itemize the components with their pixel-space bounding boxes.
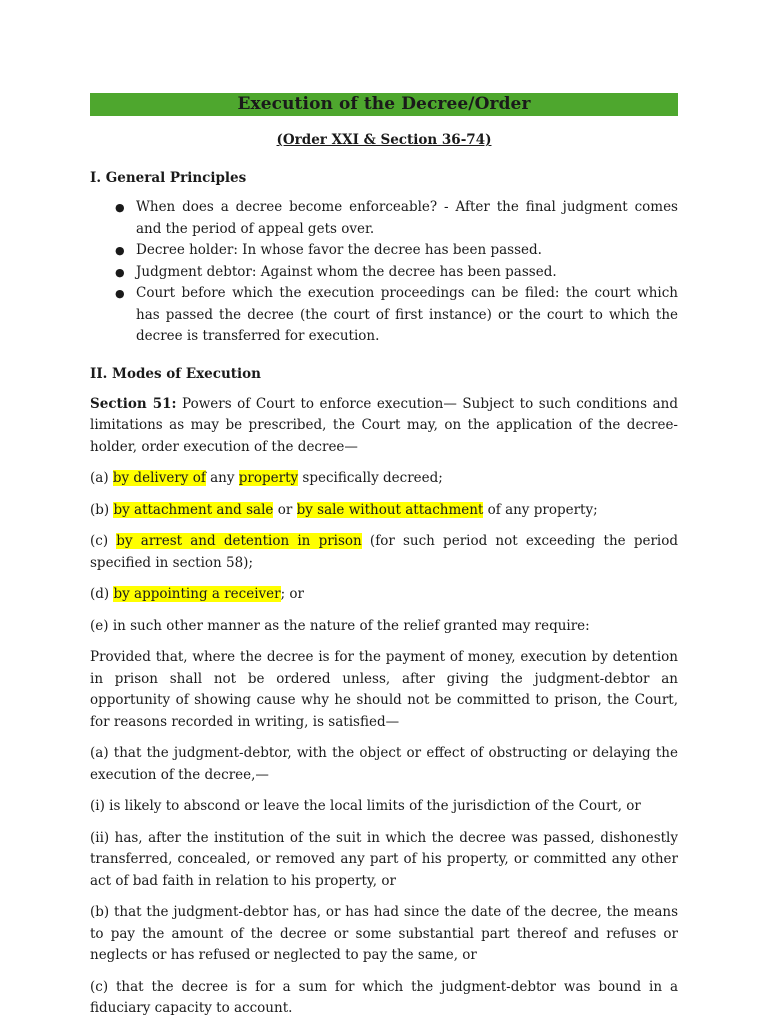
proviso-paragraph: Provided that, where the decree is for the payment of money, execution by detention in prison shall not be ordered unless, after giving the judgment-debtor an opportunity of showing cause why he should not be committed to prison, the Court, for reasons recorded in writing, is satisfied— — [90, 649, 678, 730]
clause-text: ; or — [280, 586, 305, 602]
clause-e: (e) in such other manner as the nature of the relief granted may require: — [90, 617, 590, 634]
list-item-text: Court before which the execution proceedings can be filed: the court which has passed the decree (the court of first instance) or the court to which the decree is transferred for execution. — [136, 285, 678, 344]
bullet-icon: ● — [115, 287, 125, 300]
highlighted-text: property — [238, 470, 299, 486]
highlighted-text: by appointing a receiver — [113, 586, 281, 602]
section-heading-general-principles: I. General Principles — [90, 170, 247, 186]
highlighted-text: by attachment and sale — [113, 501, 274, 518]
clause-prefix: (a) — [90, 470, 113, 486]
clause-text: or — [273, 501, 297, 518]
bullet-icon: ● — [115, 265, 125, 279]
highlighted-text: by sale without attachment — [296, 501, 484, 518]
list-item-text: Judgment debtor: Against whom the decree has been passed. — [136, 263, 557, 280]
document-title: Execution of the Decree/Order — [90, 93, 678, 116]
clause-prefix: (b) — [90, 501, 114, 518]
section-51-paragraph — [90, 394, 678, 459]
section-51-label: Section 51: — [90, 395, 177, 412]
proviso-clause-b: (b) that the judgment-debtor has, or has had since the date of the decree, the means to pay the amount of the decree or some substantial part thereof and refuses or neglects or has refused or neglected to pay the same, or — [90, 904, 678, 963]
list-item — [115, 262, 678, 284]
section-heading-modes-of-execution: II. Modes of Execution — [90, 365, 261, 382]
bullet-icon: ● — [115, 244, 125, 257]
clause-prefix: (c) — [90, 533, 117, 549]
list-item — [115, 283, 678, 348]
clause-prefix: (d) — [90, 586, 114, 602]
proviso-clause-i: (i) is likely to abscond or leave the local limits of the jurisdiction of the Court, or — [90, 798, 641, 814]
section-51-text: Powers of Court to enforce execution— Subject to such conditions and limitations as may be prescribed, the Court may, on the application of the decree-holder, order execution of the decree— — [90, 395, 678, 455]
document-subtitle: (Order XXI & Section 36-74) — [276, 132, 492, 148]
clause-text: of any property; — [483, 501, 598, 518]
highlighted-text: by delivery of — [112, 470, 206, 486]
proviso-clause-ii: (ii) has, after the institution of the suit in which the decree was passed, dishonestly transferred, concealed, or removed any part of his property, or committed any other act of bad faith in relation to his property, or — [90, 829, 678, 889]
bullet-icon: ● — [115, 201, 125, 214]
clause-text: any — [205, 470, 239, 486]
clause-a — [90, 468, 678, 490]
proviso-clause-a: (a) that the judgment-debtor, with the object or effect of obstructing or delaying the execution of the decree,— — [90, 745, 678, 783]
document-page — [90, 93, 678, 1020]
clause-text: (for such period not exceeding the period specified in section 58); — [90, 533, 678, 571]
general-principles-list — [90, 197, 678, 348]
list-item — [115, 240, 678, 262]
list-item-text: When does a decree become enforceable? - After the final judgment comes and the period of appeal gets over. — [136, 199, 678, 237]
list-item — [115, 197, 678, 240]
clause-text: specifically decreed; — [298, 470, 443, 486]
clause-d — [90, 584, 678, 606]
list-item-text: Decree holder: In whose favor the decree has been passed. — [136, 242, 542, 258]
clause-b — [90, 500, 678, 522]
proviso-clause-c: (c) that the decree is for a sum for which the judgment-debtor was bound in a fiduciary capacity to account. — [90, 978, 678, 1016]
clause-c — [90, 531, 678, 574]
highlighted-text: by arrest and detention in prison — [116, 533, 362, 549]
